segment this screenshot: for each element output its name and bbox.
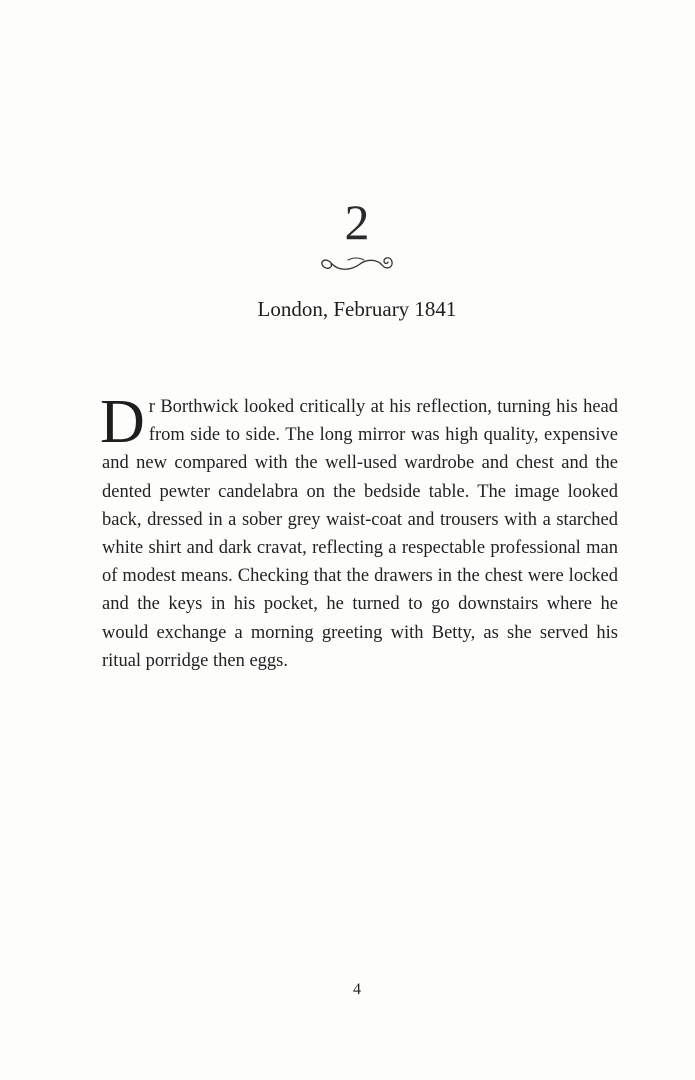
body-text: r Borthwick looked critically at his reflection, turning his head from side to side. The long mirror was high quality, expensive and new compared with the well-used wardrobe and chest and the dented pewter candelabra on the bedside table. The image looked back, dressed in a sober grey waist-coat and trousers with a starched white shirt and dark cravat, reflecting a respectable professional man of modest means. Checking that the drawers in the chest were locked and the keys in his pocket, he turned to go downstairs where he would exchange a morning greeting with Betty, as she served his ritual porridge then eggs. — [102, 397, 618, 671]
chapter-subtitle: London, February 1841 — [257, 297, 457, 321]
chapter-number: 2 — [344, 194, 370, 250]
page-number: 4 — [353, 981, 361, 998]
body-paragraph — [100, 388, 618, 675]
drop-cap: D — [100, 388, 145, 456]
flourish-ornament-icon — [318, 248, 398, 276]
